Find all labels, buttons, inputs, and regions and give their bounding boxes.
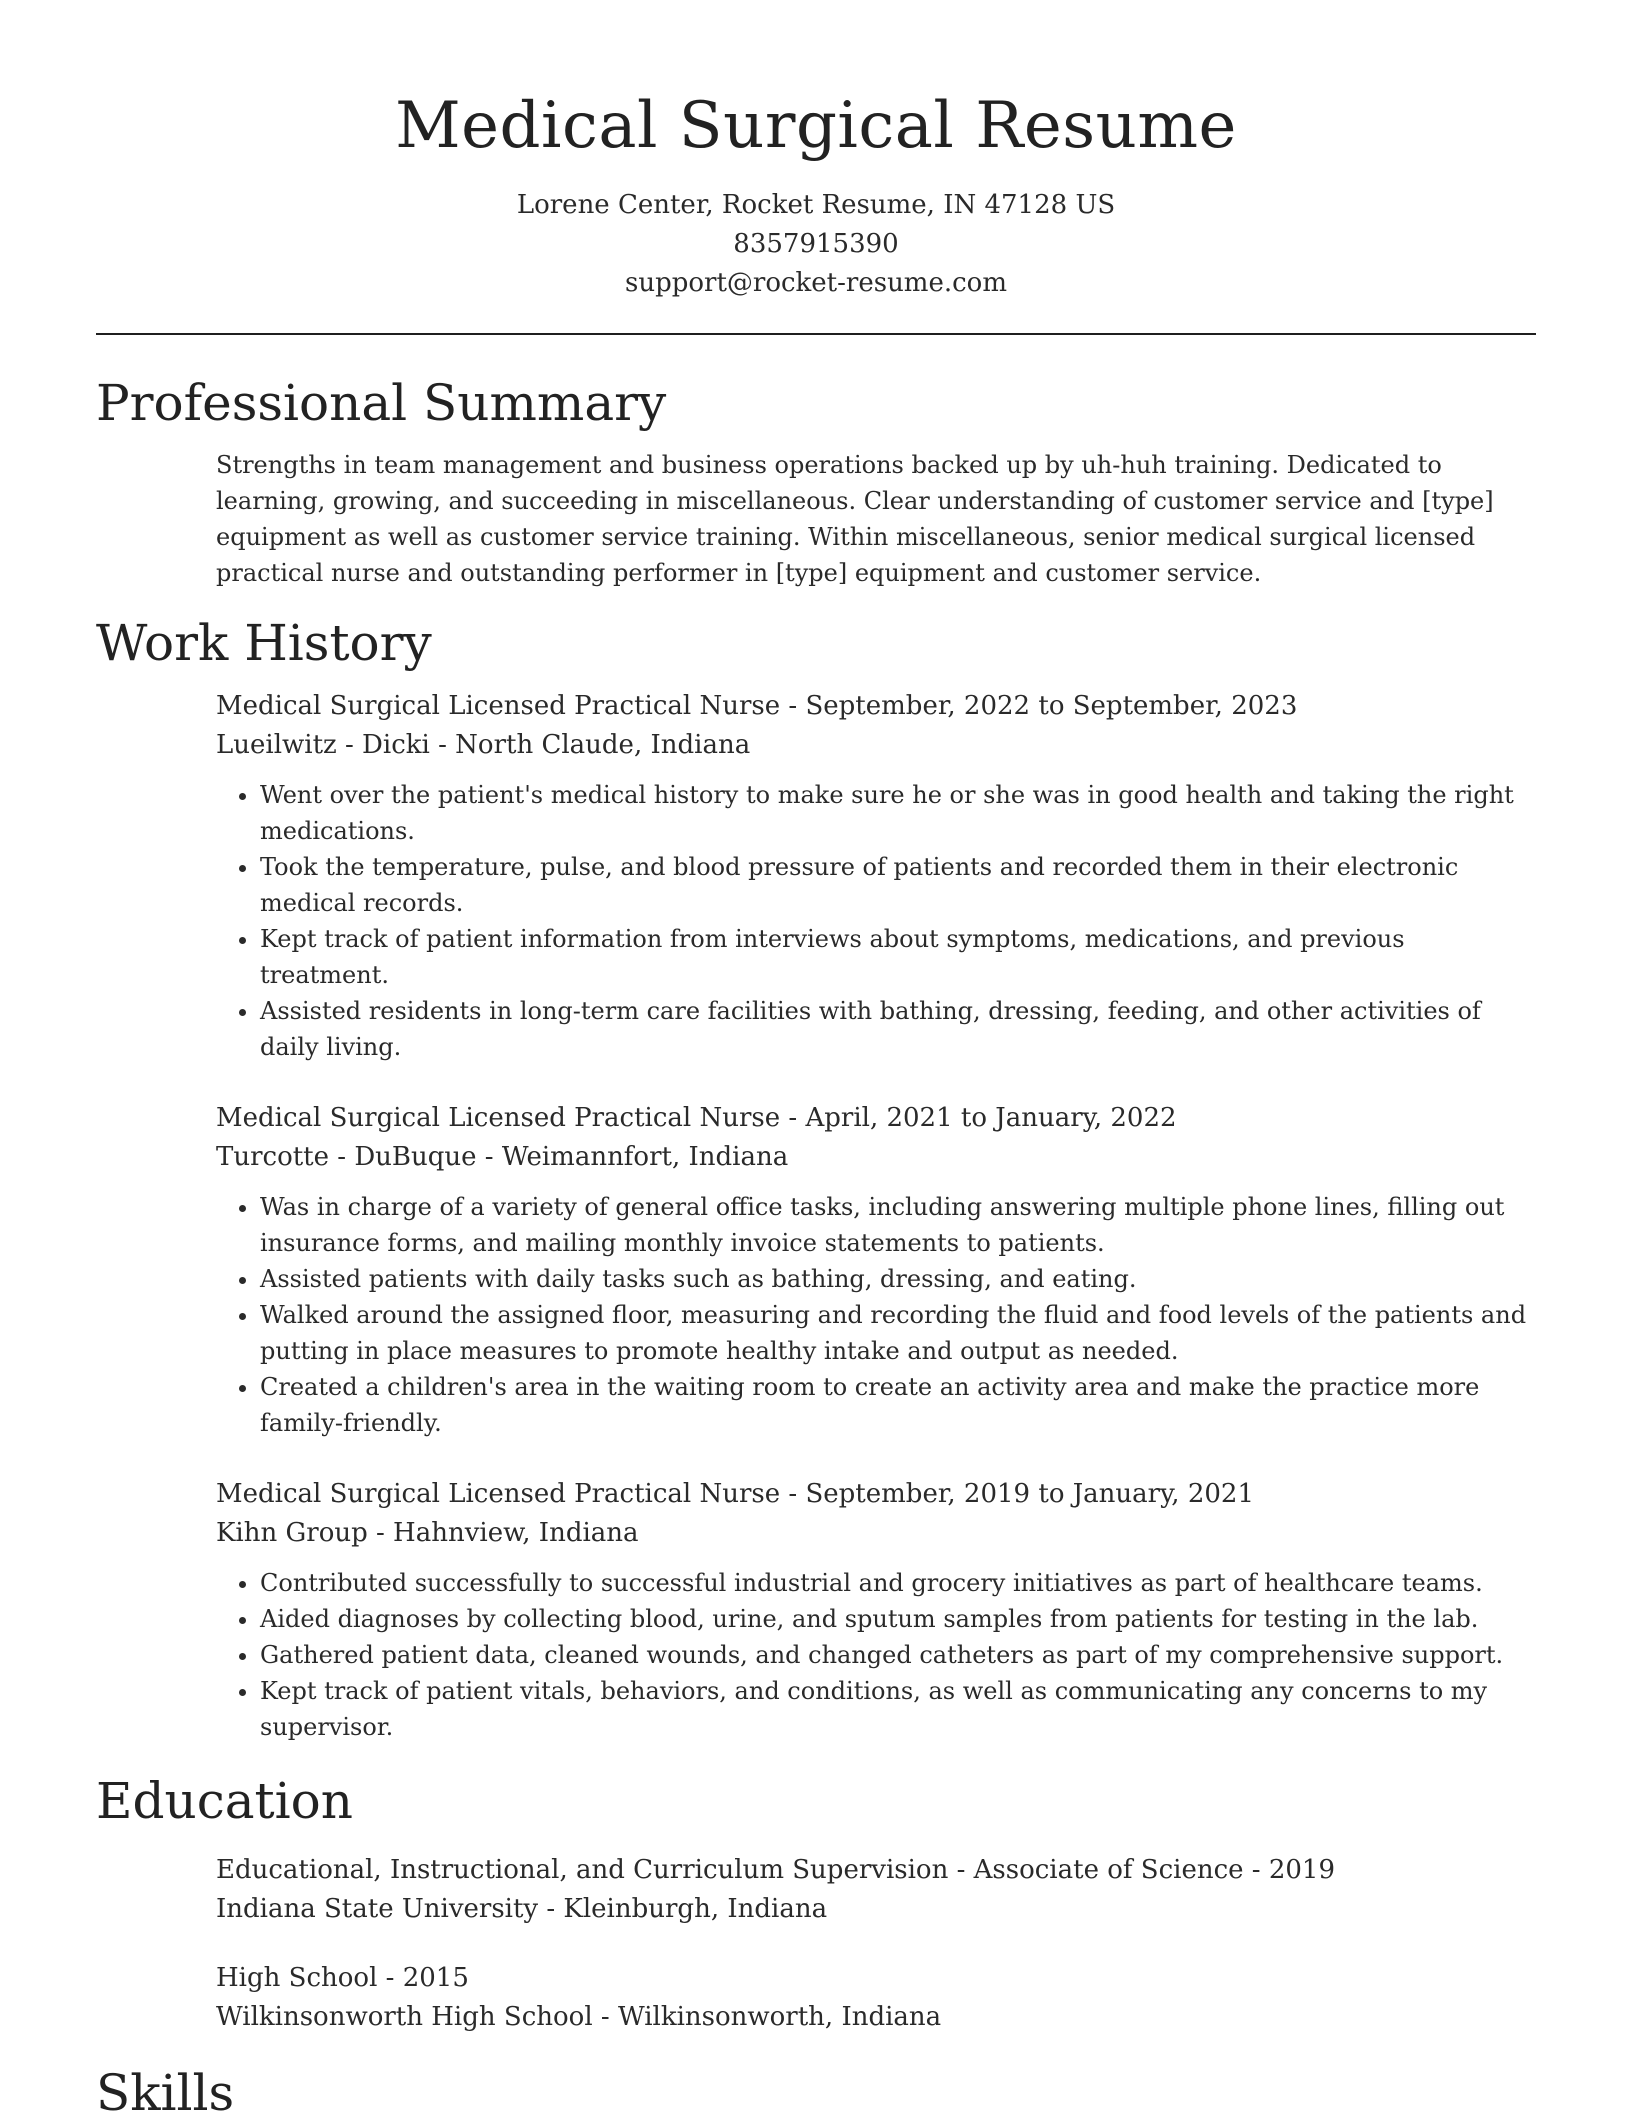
degree-line: Educational, Instructional, and Curriculum Supervision - Associate of Science - 2019 xyxy=(216,1855,1336,1885)
job-title-line: Medical Surgical Licensed Practical Nurse - September, 2022 to September, 2023 xyxy=(216,691,1298,721)
job-duties-list xyxy=(216,777,1536,1065)
list-item: • Contributed successfully to successful industrial and grocery initiatives as part of healthcare teams. xyxy=(260,1565,1536,1601)
job-duties-list xyxy=(216,1565,1536,1745)
job-entry xyxy=(216,687,1536,1065)
list-item: • Was in charge of a variety of general office tasks, including answering multiple phone lines, filling out insurance forms, and mailing monthly invoice statements to patients. xyxy=(260,1189,1536,1261)
section-heading: Education xyxy=(96,1772,353,1830)
contact-address: Lorene Center, Rocket Resume, IN 47128 US xyxy=(516,190,1116,220)
resume-title: Medical Surgical Resume xyxy=(395,89,1237,163)
section-heading: Professional Summary xyxy=(96,374,667,432)
section-heading: Work History xyxy=(96,614,432,672)
job-company-line: Kihn Group - Hahnview, Indiana xyxy=(216,1518,639,1548)
list-item: • Assisted patients with daily tasks such as bathing, dressing, and eating. xyxy=(260,1261,1536,1297)
list-item: • Gathered patient data, cleaned wounds, and changed catheters as part of my comprehensive support. xyxy=(260,1637,1536,1673)
list-item: • Created a children's area in the waiting room to create an activity area and make the practice more family-friendly. xyxy=(260,1369,1536,1441)
resume-page xyxy=(96,0,1536,2125)
contact-info xyxy=(96,186,1536,303)
list-item: • Went over the patient's medical history to make sure he or she was in good health and taking the right medications. xyxy=(260,777,1536,849)
section-heading: Skills xyxy=(96,2064,235,2122)
education-section xyxy=(96,1769,1536,2037)
list-item: • Kept track of patient information from interviews about symptoms, medications, and previous treatment. xyxy=(260,921,1536,993)
list-item: • Kept track of patient vitals, behaviors, and conditions, as well as communicating any concerns to my supervisor. xyxy=(260,1673,1536,1745)
header-divider xyxy=(96,333,1536,335)
job-title-line: Medical Surgical Licensed Practical Nurse - April, 2021 to January, 2022 xyxy=(216,1103,1177,1133)
list-item: • Assisted residents in long-term care facilities with bathing, dressing, feeding, and other activities of daily living. xyxy=(260,993,1536,1065)
school-line: Indiana State University - Kleinburgh, Indiana xyxy=(216,1894,828,1924)
job-company-line: Turcotte - DuBuque - Weimannfort, Indiana xyxy=(216,1142,789,1172)
job-entry xyxy=(216,1475,1536,1745)
degree-line: High School - 2015 xyxy=(216,1963,469,1993)
list-item: • Walked around the assigned floor, measuring and recording the fluid and food levels of the patients and putting in place measures to promote healthy intake and output as needed. xyxy=(260,1297,1536,1369)
school-line: Wilkinsonworth High School - Wilkinsonworth, Indiana xyxy=(216,2002,942,2032)
job-company-line: Lueilwitz - Dicki - North Claude, Indiana xyxy=(216,730,751,760)
summary-paragraph: Strengths in team management and business operations backed up by uh-huh training. Dedicated to learning, growing, and succeeding in miscellaneous. Clear understanding of customer service and [type] equipment as well as customer service training. Within miscellaneous, senior medical surgical licensed practical nurse and outstanding performer in [type] equipment and customer service. xyxy=(216,451,1494,587)
job-entry xyxy=(216,1099,1536,1441)
professional-summary-section xyxy=(96,371,1536,591)
skills-section xyxy=(96,2061,1536,2125)
list-item: • Aided diagnoses by collecting blood, urine, and sputum samples from patients for testing in the lab. xyxy=(260,1601,1536,1637)
job-duties-list xyxy=(216,1189,1536,1441)
contact-email: support@rocket-resume.com xyxy=(624,268,1007,298)
contact-phone: 8357915390 xyxy=(733,229,899,259)
education-entry xyxy=(216,1959,1536,2037)
education-entry xyxy=(216,1851,1536,1929)
job-title-line: Medical Surgical Licensed Practical Nurse - September, 2019 to January, 2021 xyxy=(216,1479,1255,1509)
resume-header xyxy=(96,0,1536,303)
work-history-section xyxy=(96,611,1536,1745)
list-item: • Took the temperature, pulse, and blood pressure of patients and recorded them in their electronic medical records. xyxy=(260,849,1536,921)
